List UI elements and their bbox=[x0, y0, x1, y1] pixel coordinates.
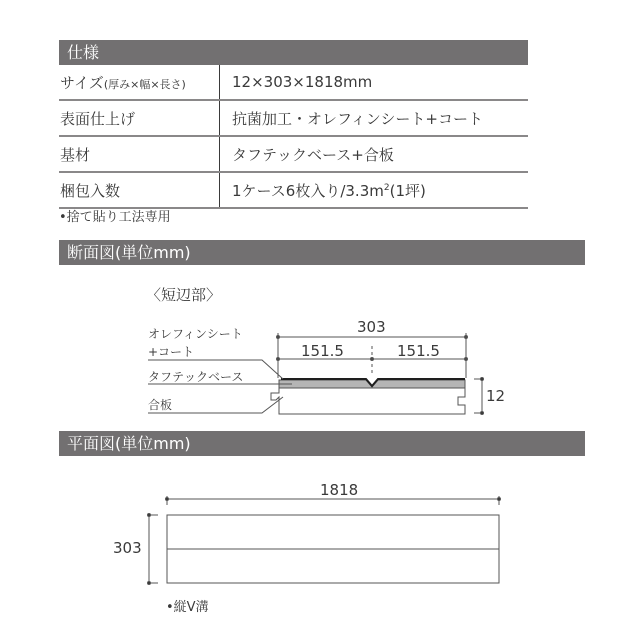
dim-half-right: 151.5 bbox=[397, 342, 440, 360]
spec-value-size: 12×303×1818mm bbox=[220, 65, 529, 100]
section-view-title: 断面図(単位mm) bbox=[67, 243, 191, 262]
spec-value-base: タフテックベース+合板 bbox=[220, 136, 529, 172]
spec-key-size: サイズ(厚み×幅×長さ) bbox=[59, 65, 220, 100]
plan-view-title: 平面図(単位mm) bbox=[67, 434, 191, 453]
dim-width-total: 303 bbox=[357, 318, 386, 336]
plan-note: •縦V溝 bbox=[166, 600, 209, 615]
dim-width: 303 bbox=[113, 539, 142, 557]
spec-key-base: 基材 bbox=[59, 136, 220, 172]
spec-key-packing: 梱包入数 bbox=[59, 172, 220, 208]
dim-half-left: 151.5 bbox=[301, 342, 344, 360]
dim-length: 1818 bbox=[320, 481, 359, 499]
spec-value-finish: 抗菌加工・オレフィンシート+コート bbox=[220, 100, 529, 136]
label-coat: +コート bbox=[148, 345, 195, 359]
label-toughtec-base: タフテックベース bbox=[148, 370, 244, 384]
section-view-subtitle: 〈短辺部〉 bbox=[146, 286, 222, 304]
label-plywood: 合板 bbox=[148, 398, 173, 412]
spec-key-finish: 表面仕上げ bbox=[59, 100, 220, 136]
label-olefin-sheet: オレフィンシート bbox=[148, 327, 243, 341]
spec-section-title: 仕様 bbox=[67, 43, 100, 62]
dim-thickness: 12 bbox=[486, 387, 506, 405]
spec-value-packing: 1ケース6枚入り$/3.3m^2(1$坪) bbox=[220, 172, 529, 208]
spec-note: •捨て貼り工法専用 bbox=[59, 210, 171, 225]
